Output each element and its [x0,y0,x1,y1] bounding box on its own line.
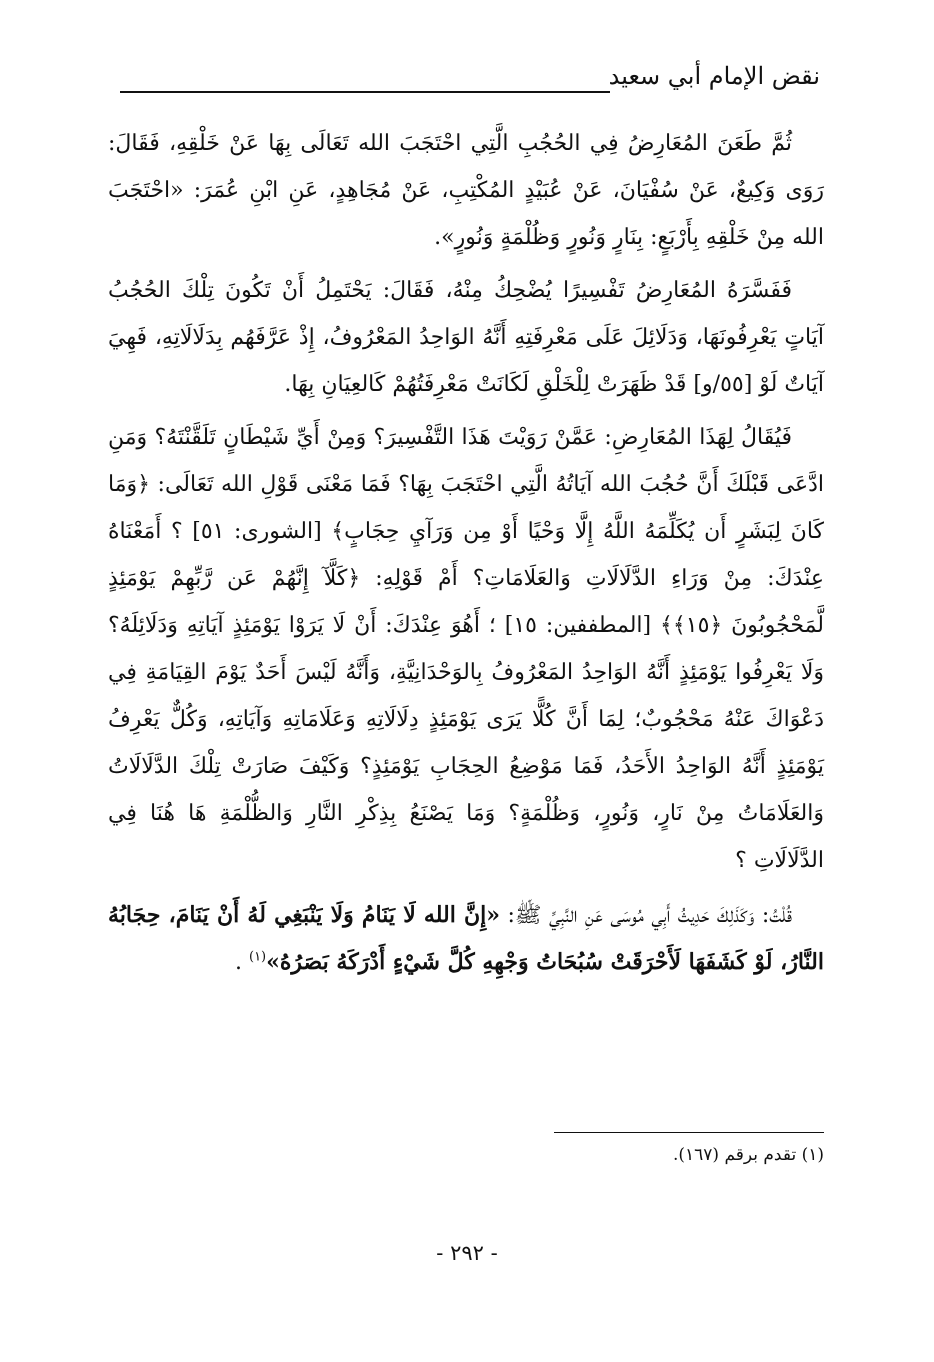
footnote-rule [554,1132,824,1133]
paragraph-4-end: . [234,950,249,975]
footnote-marker: (١) [248,949,267,965]
paragraph-4 [108,892,824,986]
paragraph-1: ثُمَّ طَعَنَ المُعَارِضُ فِي الحُجُبِ الَّتِي احْتَجَبَ الله تَعَالَى بِهَا عَنْ خَلْقِهِ، فَقَالَ: رَوَى وَكِيعٌ، عَنْ سُفْيَانَ، عَنْ عُبَيْدٍ المُكْتِبِ، عَنْ مُجَاهِدٍ، عَنِ ابْنِ عُمَرَ: «احْتَجَبَ الله مِنْ خَلْقِهِ بِأَرْبَعٍ: بِنَارٍ وَنُورٍ وَظُلْمَةٍ وَنُورٍ». [108,131,824,250]
page-number: - ٢٩٢ - [436,1241,498,1265]
paragraph-2: فَفَسَّرَهُ المُعَارِضُ تَفْسِيرًا يُضْحِكُ مِنْهُ، فَقَالَ: يَحْتَمِلُ أَنْ تَكُونَ تِلْكَ الحُجُبُ آيَاتٍ يَعْرِفُونَهَا، وَدَلَائِلَ عَلَى مَعْرِفَتِهِ أَنَّهُ الوَاحِدُ المَعْرُوفُ، إِذْ عَرَّفَهُم بِدَلَالَاتِهِ، فَهِيَ آيَاتٌ لَوْ [٥٥/و] قَدْ ظَهَرَتْ لِلْخَلْقِ لَكَانَتْ مَعْرِفَتُهُمْ كَالعِيَانِ بِهَا. [108,278,824,397]
running-header [120,58,820,98]
header-title: نقض الإمام أبي سعيد [608,62,820,90]
main-text [108,120,824,986]
paragraph-4-lead: قُلْتُ: وَكَذَلِكَ حَدِيثُ أَبِي مُوسَى عَنِ النَّبِيِّ ﷺ: [500,903,792,928]
hadith-quote: «إِنَّ الله لَا يَنَامُ وَلَا يَنْبَغِي لَهُ أَنْ يَنَامَ، حِجَابُهُ النَّارُ، لَوْ كَشَفَهَا لَأَحْرَقَتْ سُبُحَاتُ وَجْهِهِ كُلَّ شَيْءٍ أَدْرَكَهُ بَصَرُهُ» [108,902,824,975]
header-rule [120,91,610,93]
paragraph-3: فَيُقَالُ لِهَذَا المُعَارِضِ: عَمَّنْ رَوَيْتَ هَذَا التَّفْسِيرَ؟ وَمِنْ أَيِّ شَيْطَانٍ تَلَقَّنْتَهُ؟ وَمَنِ ادَّعَى قَبْلَكَ أَنَّ حُجُبَ الله آيَاتُهُ الَّتِي احْتَجَبَ بِهَا؟ فَمَا مَعْنَى قَوْلِ الله تَعَالَى: ﴿وَمَا كَانَ لِبَشَرٍ أَن يُكَلِّمَهُ اللَّهُ إِلَّا وَحْيًا أَوْ مِن وَرَآيِ حِجَابٍ﴾ [الشورى: ٥١] ؟ أَمَعْنَاهُ عِنْدَكَ: مِنْ وَرَاءِ الدَّلَالَاتِ وَالعَلَامَاتِ؟ أَمْ قَوْلِهِ: ﴿كَلَّآ إِنَّهُمْ عَن رَّبِّهِمْ يَوْمَئِذٍ لَّمَحْجُوبُونَ ﴿١٥﴾﴾ [المطففين: ١٥] ؛ أَهُوَ عِنْدَكَ: أَنْ لَا يَرَوْا يَوْمَئِذٍ آيَاتِهِ وَدَلَائِلَهُ؟ وَلَا يَعْرِفُوا يَوْمَئِذٍ أَنَّهُ الوَاحِدُ المَعْرُوفُ بِالوَحْدَانِيَّةِ، وَأَنَّهُ لَيْسَ أَحَدٌ يَوْمَ القِيَامَةِ فِي دَعْوَاكَ عَنْهُ مَحْجُوبٌ؛ لِمَا أَنَّ كُلًّا يَرَى يَوْمَئِذٍ دِلَالَاتِهِ وَعَلَامَاتِهِ وَآيَاتِهِ، وَكُلٌّ يَعْرِفُ يَوْمَئِذٍ أَنَّهُ الوَاحِدُ الأَحَدُ، فَمَا مَوْضِعُ الحِجَابِ يَوْمَئِذٍ؟ وَكَيْفَ صَارَتْ تِلْكَ الدَّلَالَاتُ وَالعَلَامَاتُ مِنْ نَارٍ، وَنُورٍ، وَظُلْمَةٍ؟ وَمَا يَصْنَعُ بِذِكْرِ النَّارِ وَالظُّلْمَةِ هَا هُنَا فِي الدَّلَالَاتِ ؟ [108,425,824,873]
footnote: (١) تقدم برقم (١٦٧). [672,1145,824,1165]
